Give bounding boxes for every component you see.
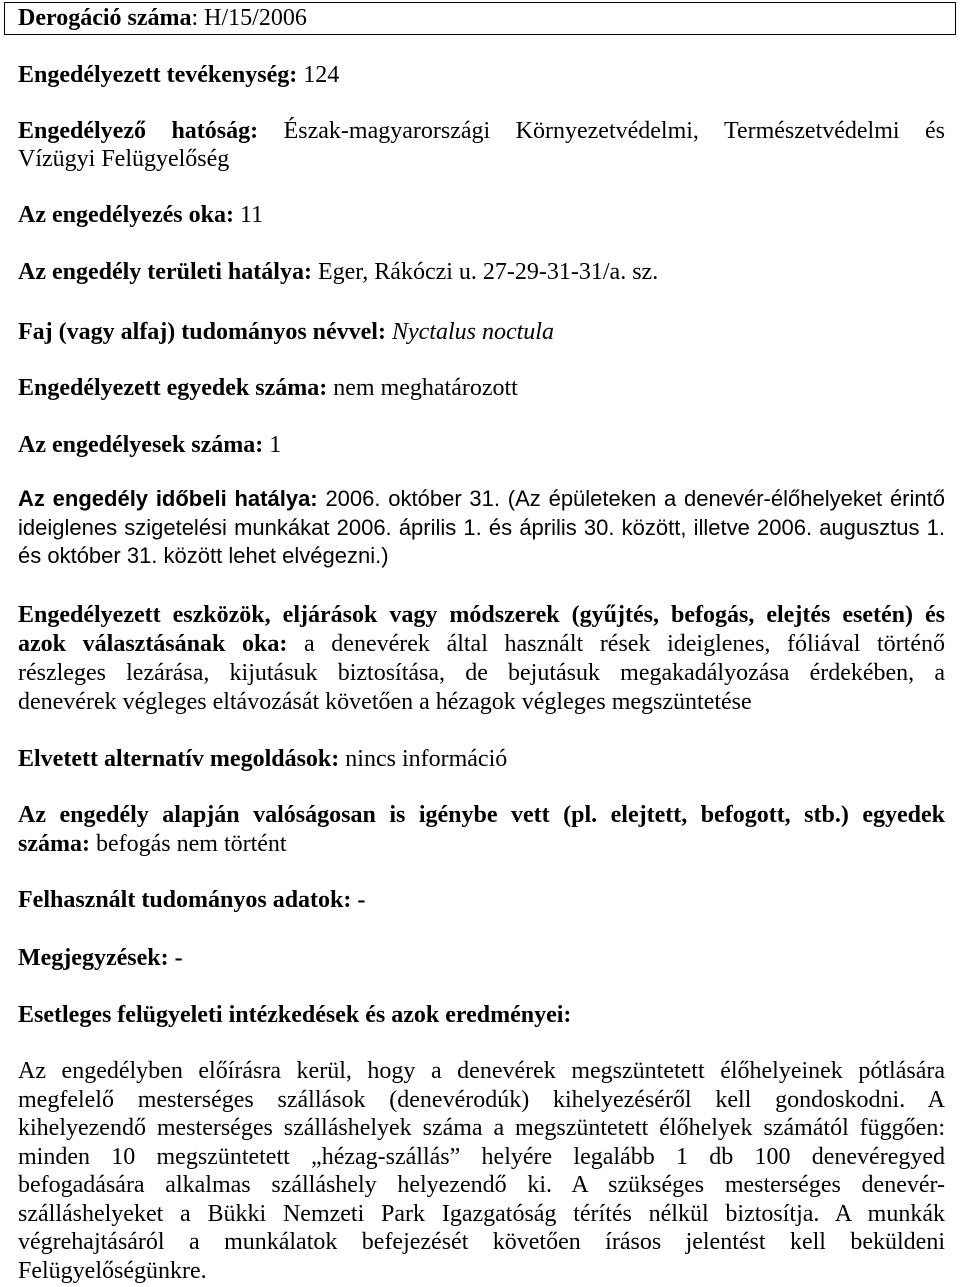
actual-specimens-label-1: Az engedély alapján valóságosan is igénybe vett (pl. elejtett, befogott, stb.) egyedek — [18, 802, 945, 828]
methods-line-4 — [18, 688, 945, 717]
scientific-data-value: - — [357, 887, 366, 913]
actual-specimens-line-2 — [18, 830, 945, 859]
licensing-reason-label: Az engedélyezés oka: — [18, 202, 234, 228]
methods-value-1: a denevérek által használt rések ideiglenes, fóliával történő — [304, 631, 945, 657]
methods-value-2: részleges lezárása, kijutásuk biztosítása, de bejutásuk megakadályozása érdekében, a — [18, 660, 945, 686]
measures-text-2: megfelelő mesterséges szállások (denevérodúk) kihelyezéséről kell gondoskodni. A — [18, 1086, 945, 1113]
species-value: Nyctalus noctula — [391, 319, 554, 345]
supervisory-measures-heading — [18, 1001, 945, 1029]
licensing-reason-value: 11 — [239, 202, 264, 228]
measures-text-7: végrehajtásáról a munkálatok befejezését követően írásos jelentést kell beküldeni — [18, 1229, 945, 1255]
measures-text-3: kihelyezendő mesterséges szálláshelyek száma a megszüntetett élőhelyek számától függően: — [18, 1115, 945, 1141]
derogation-number-box — [4, 2, 956, 35]
temporal-scope-label: Az engedély időbeli hatálya: — [18, 486, 318, 511]
remarks-value: - — [174, 945, 183, 971]
licensing-authority-line-2 — [18, 145, 945, 173]
temporal-scope-line-2 — [18, 514, 945, 543]
supervisory-measures-paragraph — [18, 1057, 945, 1285]
field-territorial-scope — [18, 258, 945, 286]
temporal-scope-line-3 — [18, 542, 945, 571]
field-licensed-activity — [18, 61, 945, 89]
measures-line-8 — [18, 1257, 945, 1286]
field-scientific-data — [18, 886, 945, 914]
field-licensing-authority — [18, 117, 945, 173]
measures-text-5: befogadására alkalmas szálláshely helyezendő ki. A szükséges mesterséges denevér- — [18, 1172, 945, 1198]
methods-line-1 — [18, 601, 945, 630]
field-rejected-alternatives — [18, 745, 945, 773]
derogation-number-value: : H/15/2006 — [191, 5, 307, 31]
methods-label-2: azok választásának oka: — [18, 631, 288, 657]
licensee-count-value: 1 — [269, 432, 282, 458]
temporal-scope-value-2: ideiglenes szigetelési munkákat 2006. április 1. és április 30. között, illetve 2006. augusztus 1. — [18, 514, 945, 540]
measures-line-6 — [18, 1200, 945, 1229]
methods-value-3: denevérek végleges eltávozását követően a hézagok végleges megszüntetése — [18, 689, 752, 715]
measures-line-3 — [18, 1114, 945, 1143]
supervisory-measures-label: Esetleges felügyeleti intézkedések és azok eredményei: — [18, 1002, 572, 1028]
field-methods — [18, 601, 945, 717]
licensing-authority-label: Engedélyező hatóság: — [18, 118, 259, 144]
territorial-scope-value: Eger, Rákóczi u. 27-29-31-31/a. sz. — [317, 259, 659, 285]
licensed-activity-value: 124 — [303, 62, 340, 88]
specimen-count-value: nem meghatározott — [333, 375, 518, 401]
temporal-scope-line-1 — [18, 485, 945, 514]
field-remarks — [18, 944, 945, 972]
measures-text-8: Felügyelőségünkre. — [18, 1257, 207, 1284]
actual-specimens-value: befogás nem történt — [95, 831, 287, 857]
measures-text-6: szálláshelyeket a Bükki Nemzeti Park Igazgatóság térítés nélkül biztosítja. A munkák — [18, 1200, 945, 1227]
field-licensing-reason — [18, 201, 945, 229]
measures-line-2 — [18, 1086, 945, 1115]
methods-line-3 — [18, 659, 945, 688]
field-actual-specimens — [18, 801, 945, 859]
measures-text-1: Az engedélyben előírásra kerül, hogy a denevérek megszüntetett élőhelyeinek pótlására — [18, 1058, 945, 1084]
field-licensee-count — [18, 431, 945, 459]
derogation-number-label: Derogáció száma — [18, 5, 192, 31]
remarks-label: Megjegyzések: — [18, 945, 169, 971]
field-species — [18, 318, 945, 346]
methods-line-2 — [18, 630, 945, 659]
methods-label-1: Engedélyezett eszközök, eljárások vagy módszerek (gyűjtés, befogás, elejtés esetén) és — [18, 602, 945, 628]
rejected-alternatives-value: nincs információ — [345, 746, 508, 772]
actual-specimens-line-1 — [18, 801, 945, 830]
species-label: Faj (vagy alfaj) tudományos névvel: — [18, 319, 386, 345]
temporal-scope-value-1: 2006. október 31. (Az épületeken a denevér-élőhelyeket érintő — [325, 486, 945, 511]
rejected-alternatives-label: Elvetett alternatív megoldások: — [18, 746, 340, 772]
specimen-count-label: Engedélyezett egyedek száma: — [18, 375, 328, 401]
territorial-scope-label: Az engedély területi hatálya: — [18, 259, 312, 285]
field-temporal-scope — [18, 485, 945, 571]
licensing-authority-value-2: Vízügyi Felügyelőség — [18, 146, 230, 172]
licensed-activity-label: Engedélyezett tevékenység: — [18, 62, 298, 88]
measures-line-7 — [18, 1228, 945, 1257]
temporal-scope-value-3: és október 31. között lehet elvégezni.) — [18, 543, 389, 568]
actual-specimens-label-2: száma: — [18, 831, 90, 857]
measures-line-5 — [18, 1171, 945, 1200]
licensing-authority-line-1 — [18, 117, 945, 145]
licensee-count-label: Az engedélyesek száma: — [18, 432, 264, 458]
measures-line-4 — [18, 1143, 945, 1172]
measures-text-4: minden 10 megszüntetett „hézag-szállás” helyére legalább 1 db 100 denevéregyed — [18, 1143, 945, 1170]
measures-line-1 — [18, 1057, 945, 1086]
scientific-data-label: Felhasznált tudományos adatok: — [18, 887, 352, 913]
field-specimen-count — [18, 374, 945, 402]
licensing-authority-value-1: Észak-magyarországi Környezetvédelmi, Természetvédelmi és — [283, 118, 946, 144]
